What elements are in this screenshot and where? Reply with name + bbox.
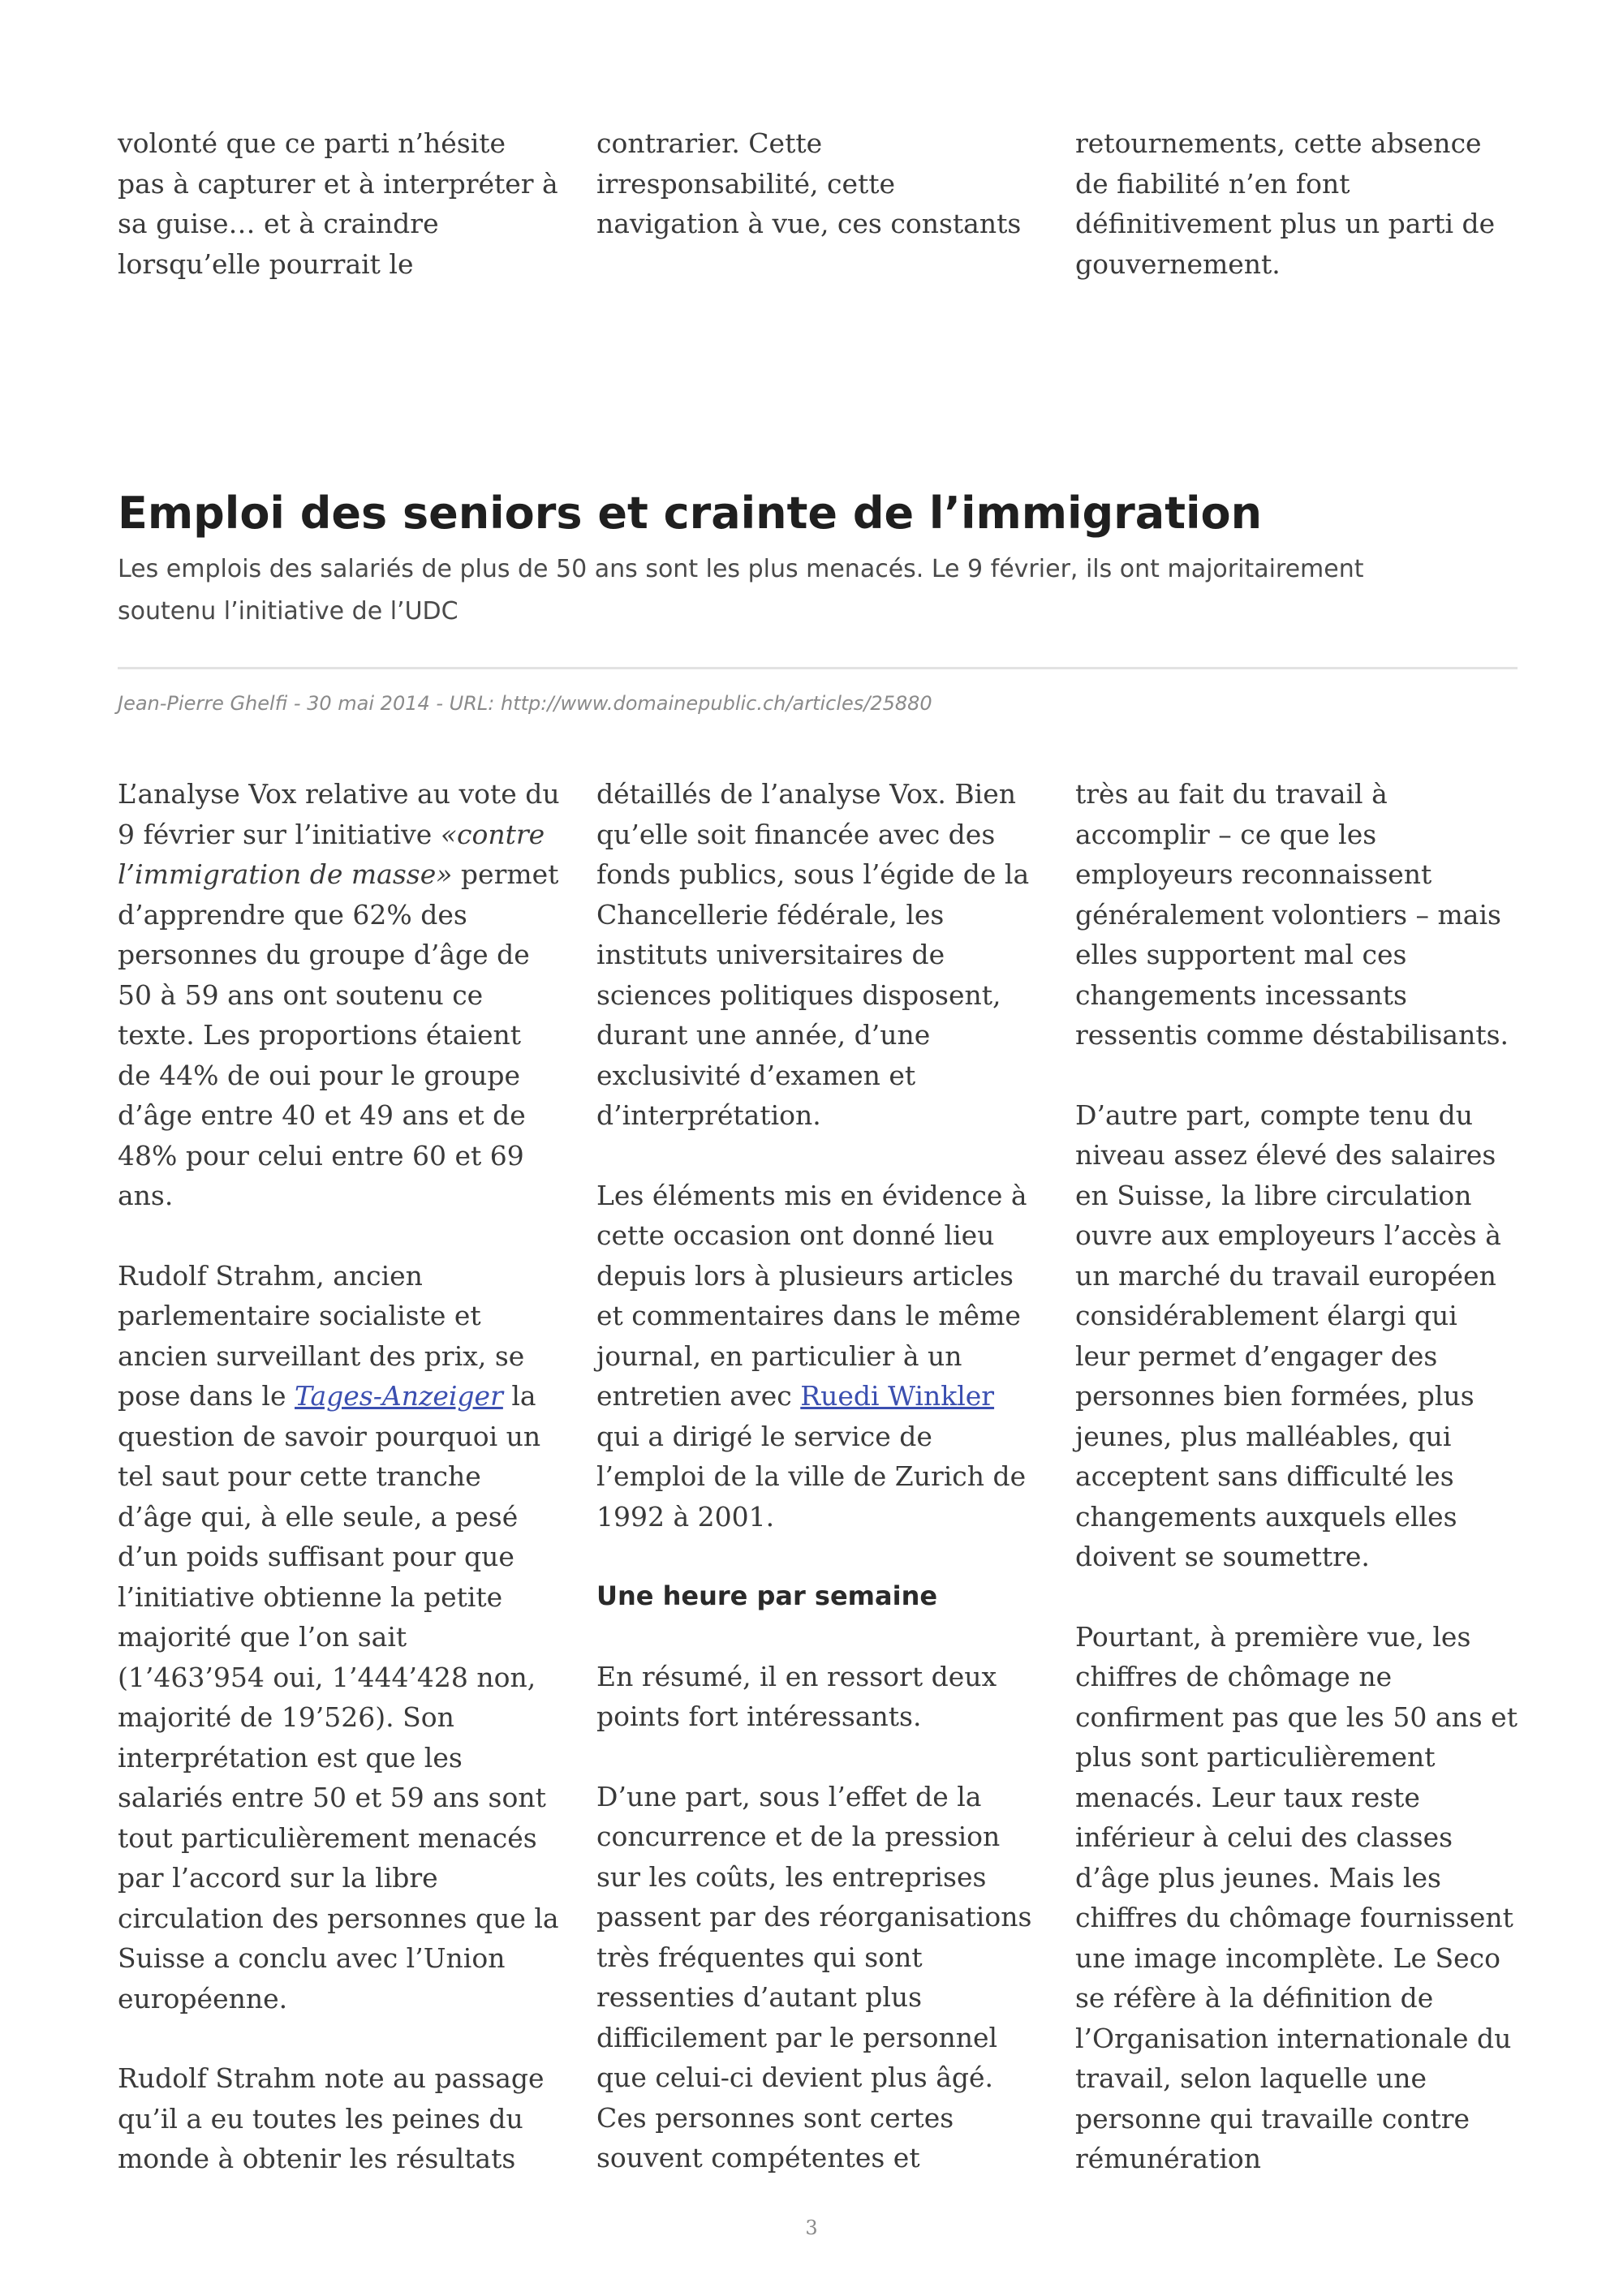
paragraph: Rudolf Strahm note au passage qu’il a eu toutes les peines du monde à obtenir les résultats — [118, 2062, 545, 2174]
paragraph: Pourtant, à première vue, les chiffres de chômage ne confirment pas que les 50 ans et plus sont particulièrement menacés. Leur taux reste inférieur à celui des classes d’âge plus jeunes. Mais les chiffres du chômage fournissent une image incomplète. Le Seco se réfère à la définition de l’Organisation internationale du travail, selon laquelle une personne qui travaille contre rémunération — [1075, 1620, 1518, 2174]
ruedi-winkler-link[interactable]: Ruedi Winkler — [800, 1380, 995, 1412]
top-column-2 — [596, 123, 1039, 244]
paragraph: L’analyse Vox relative au vote du 9 février sur l’initiative «contre l’immigration de masse» permet d’apprendre que 62% des personnes du groupe d’âge de 50 à 59 ans ont soutenu ce texte. Les proportions étaient de 44% de oui pour le groupe d’âge entre 40 et 49 ans et de 48% pour celui entre 60 et 69 ans. — [118, 778, 560, 1211]
body-column-3 — [1075, 774, 1518, 2219]
paragraph: Rudolf Strahm, ancien parlementaire socialiste et ancien surveillant des prix, se pose dans le Tages-Anzeiger la question de savoir pourquoi un tel saut pour cette tranche d’âge qui, à elle seule, a pesé d’un poids suffisant pour que l’initiative obtienne la petite majorité que l’on sait (1’463’954 oui, 1’444’428 non, majorité de 19’526). Son interprétation est que les salariés entre 50 et 59 ans sont tout particulièrement menacés par l’accord sur la libre circulation des personnes que la Suisse a conclu avec l’Union européenne. — [118, 1259, 559, 2014]
tages-anzeiger-link[interactable]: Tages-Anzeiger — [295, 1380, 503, 1412]
paragraph: détaillés de l’analyse Vox. Bien qu’elle soit financée avec des fonds publics, sous l’égide de la Chancellerie fédérale, les instituts universitaires de sciences politiques disposent, durant une année, d’une exclusivité d’examen et d’interprétation. — [596, 778, 1030, 1131]
paragraph: D’une part, sous l’effet de la concurrence et de la pression sur les coûts, les entreprises passent par des réorganisations très fréquentes qui sont ressenties d’autant plus difficilement par le personnel que celui-ci devient plus âgé. Ces personnes sont certes souvent compétentes et — [596, 1780, 1032, 2173]
section-heading: Une heure par semaine — [596, 1580, 938, 1611]
top-column-3 — [1075, 123, 1518, 284]
paragraph: contrarier. Cette irresponsabilité, cette navigation à vue, ces constants — [596, 127, 1022, 239]
paragraph: Les éléments mis en évidence à cette occasion ont donné lieu depuis lors à plusieurs articles et commentaires dans le même journal, en particulier à un entretien avec Ruedi Winkler qui a dirigé le service de l’emploi de la ville de Zurich de 1992 à 2001. — [596, 1179, 1027, 1533]
body-column-1 — [118, 774, 560, 2219]
top-column-1 — [118, 123, 560, 284]
paragraph: très au fait du travail à accomplir – ce que les employeurs reconnaissent généralement volontiers – mais elles supportent mal ces changements incessants ressentis comme déstabilisants. — [1075, 778, 1509, 1051]
article-subtitle: Les emplois des salariés de plus de 50 ans sont les plus menacés. Le 9 février, ils ont majoritairement soutenu l’initiative de l’UDC — [118, 555, 1364, 626]
body-column-2 — [596, 774, 1039, 2218]
article-meta: Jean-Pierre Ghelfi - 30 mai 2014 - URL: http://www.domainepublic.ch/articles/25880 — [118, 692, 932, 715]
paragraph: retournements, cette absence de fiabilité n’en font définitivement plus un parti de gouvernement. — [1075, 127, 1496, 280]
paragraph: volonté que ce parti n’hésite pas à capturer et à interpréter à sa guise… et à craindre lorsqu’elle pourrait le — [118, 127, 558, 280]
initiative-name: «contre l’immigration de masse» — [118, 818, 545, 890]
paragraph: En résumé, il en ressort deux points fort intéressants. — [596, 1660, 997, 1732]
article-title: Emploi des seniors et crainte de l’immigration — [118, 488, 1263, 539]
paragraph: D’autre part, compte tenu du niveau assez élevé des salaires en Suisse, la libre circulation ouvre aux employeurs l’accès à un marché du travail européen considérablement élargi qui leur permet d’engager des personnes bien formées, plus jeunes, plus malléables, qui acceptent sans difficulté les changements auxquels elles doivent se soumettre. — [1075, 1099, 1501, 1572]
divider — [118, 667, 1518, 669]
page-number: 3 — [805, 2216, 818, 2239]
